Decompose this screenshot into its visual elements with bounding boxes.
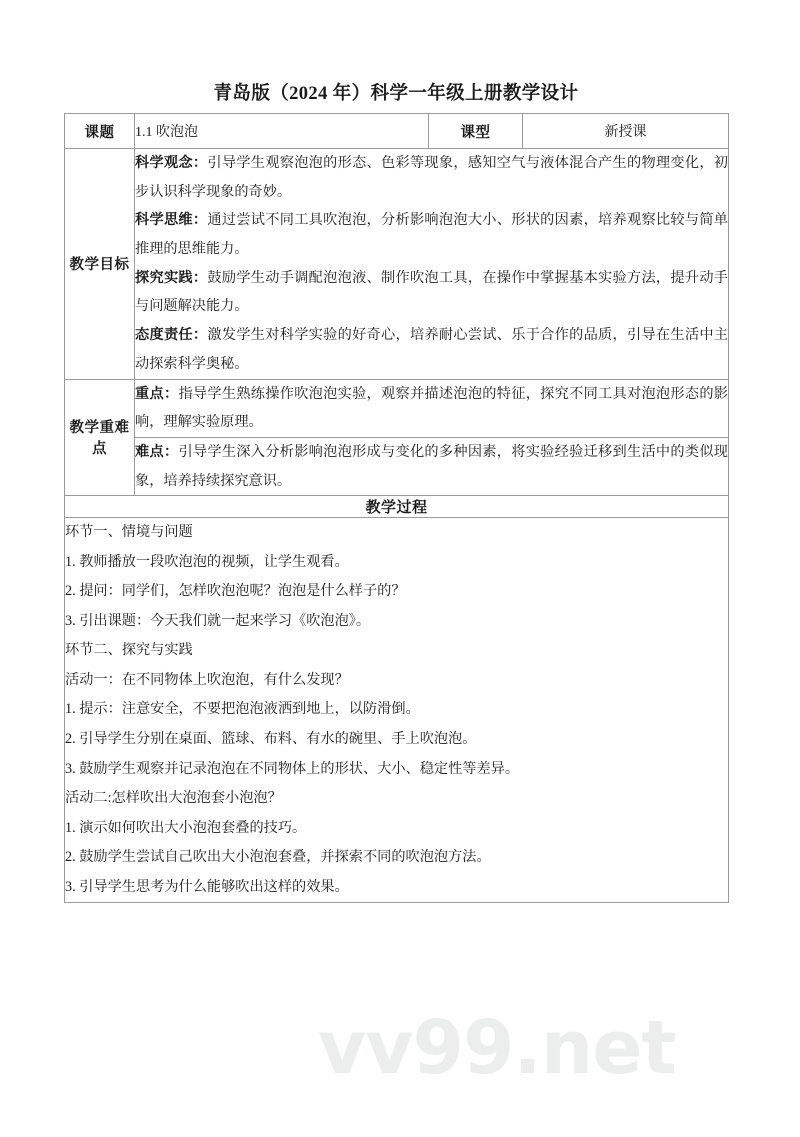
table-row-objectives	[65, 149, 729, 380]
process-line: 活动一：在不同物体上吹泡泡，有什么发现？	[65, 671, 349, 688]
difficult-point-item	[135, 438, 728, 495]
process-line: 1. 提示：注意安全，不要把泡泡液洒到地上，以防滑倒。	[65, 701, 420, 718]
process-line: 1. 教师播放一段吹泡泡的视频，让学生观看。	[65, 553, 349, 570]
process-line: 2. 鼓励学生尝试自己吹出大小泡泡套叠，并探索不同的吹泡泡方法。	[65, 849, 491, 866]
objective-item	[135, 206, 728, 263]
objective-text: 通过尝试不同工具吹泡泡，分析影响泡泡大小、形状的因素，培养观察比较与简单推理的思维能力。	[135, 212, 728, 258]
table-row-process-heading	[65, 496, 729, 518]
key-point-term: 重点	[135, 385, 164, 402]
objective-sep: ：	[192, 327, 208, 344]
process-line: 环节一、情境与问题	[65, 524, 193, 541]
table-row-key-point	[65, 379, 729, 437]
objective-term: 态度责任	[135, 327, 193, 344]
process-line: 1. 演示如何吹出大小泡泡套叠的技巧。	[65, 819, 307, 836]
objective-text: 激发学生对科学实验的好奇心，培养耐心尝试、乐于合作的品质，引导在生活中主动探索科学奥秘。	[135, 327, 728, 372]
key-point-item	[135, 380, 728, 437]
key-point-sep: ：	[163, 385, 179, 402]
process-line: 3. 鼓励学生观察并记录泡泡在不同物体上的形状、大小、稳定性等差异。	[65, 760, 520, 777]
process-line: 2. 提问：同学们，怎样吹泡泡呢？泡泡是什么样子的？	[65, 583, 406, 600]
table-row-difficult-point	[65, 437, 729, 495]
topic-value: 1.1 吹泡泡	[135, 114, 429, 149]
page-title: 青岛版（2024 年）科学一年级上册教学设计	[213, 84, 579, 104]
objectives-content	[135, 149, 729, 380]
objective-item	[135, 321, 728, 378]
table-row-topic	[65, 114, 729, 149]
table-row-process-body	[65, 518, 729, 903]
difficult-point-sep: ：	[163, 443, 179, 460]
objective-term: 科学观念	[135, 155, 193, 171]
objective-sep: ：	[192, 269, 208, 286]
lesson-plan-table	[64, 113, 729, 903]
process-content	[65, 518, 729, 903]
objective-sep: ：	[192, 155, 208, 171]
objective-item	[135, 149, 728, 206]
process-line: 2. 引导学生分别在桌面、篮球、布料、有水的碗里、手上吹泡泡。	[65, 730, 477, 747]
process-line: 3. 引出课题：今天我们就一起来学习《吹泡泡》。	[65, 612, 371, 629]
site-watermark: vv99.net	[318, 1005, 676, 1091]
process-heading: 教学过程	[65, 496, 729, 518]
difficult-point-text: 引导学生深入分析影响泡泡形成与变化的多种因素，将实验经验迁移到生活中的类似现象，培养持续探究意识。	[135, 443, 728, 489]
objective-term: 探究实践	[135, 269, 193, 286]
objective-text: 引导学生观察泡泡的形态、色彩等现象，感知空气与液体混合产生的物理变化，初步认识科学现象的奇妙。	[135, 155, 728, 200]
objective-term: 科学思维	[135, 212, 193, 229]
difficult-point-term: 难点	[135, 443, 164, 460]
objective-text: 鼓励学生动手调配泡泡液、制作吹泡工具，在操作中掌握基本实验方法，提升动手与问题解决能力。	[135, 269, 728, 315]
objectives-label: 教学目标	[65, 149, 135, 380]
lesson-type-label: 课型	[429, 114, 523, 149]
process-line: 3. 引导学生思考为什么能够吹出这样的效果。	[65, 878, 349, 895]
key-difficulties-label: 教学重难点	[65, 379, 135, 496]
key-point-content	[135, 379, 729, 437]
objective-sep: ：	[192, 212, 208, 229]
process-line: 活动二:怎样吹出大泡泡套小泡泡？	[65, 790, 282, 807]
process-line: 环节二、探究与实践	[65, 642, 193, 659]
difficult-point-content	[135, 437, 729, 495]
key-point-text: 指导学生熟练操作吹泡泡实验，观察并描述泡泡的特征，探究不同工具对泡泡形态的影响，理解实验原理。	[135, 385, 728, 431]
lesson-type-value: 新授课	[523, 114, 729, 149]
topic-label: 课题	[65, 114, 135, 149]
objective-item	[135, 264, 728, 321]
